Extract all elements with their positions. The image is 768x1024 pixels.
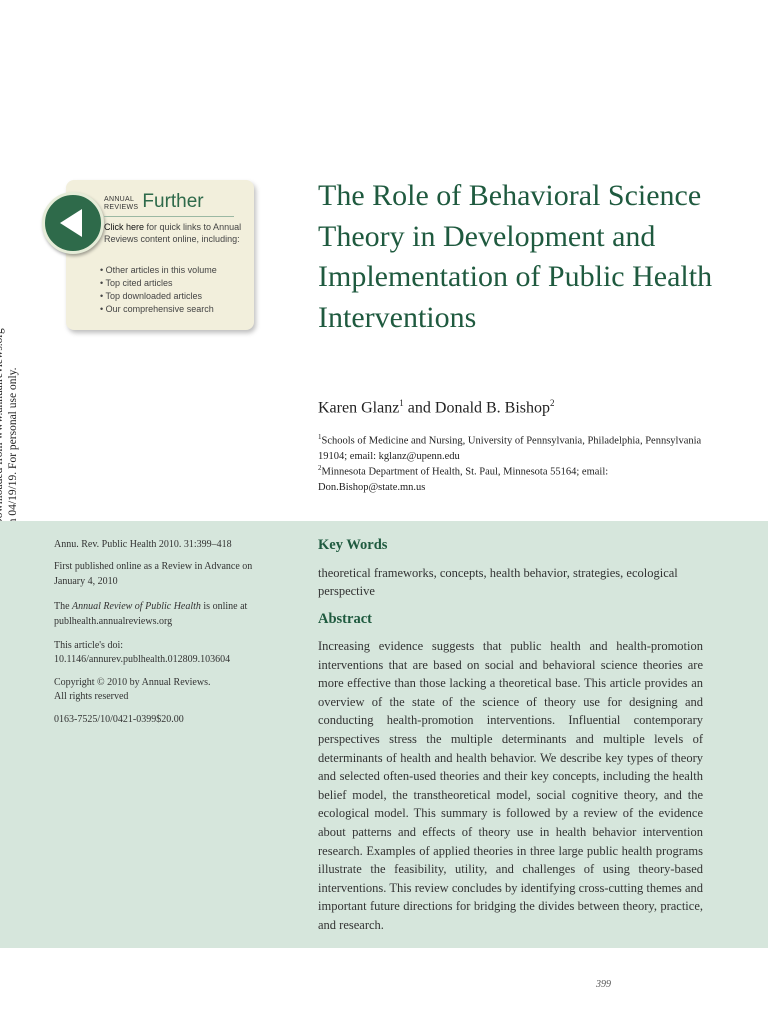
article-title: The Role of Behavioral Science Theory in Development and Implementation of Public Health Interventions	[318, 179, 713, 334]
further-link-item[interactable]: • Top downloaded articles	[100, 290, 217, 303]
further-link-item[interactable]: • Our comprehensive search	[100, 303, 217, 316]
abstract-text: Increasing evidence suggests that public health and health-promotion interventions that are based on social and behavioral science theories are more effective than those lacking a theoretical base. This article provides an overview of the state of the science of theory use for designing and conducting health-promotion interventions. Influential contemporary perspectives stress the multiple determinants and multiple levels of determinants of health and health behavior. We describe key types of theory and selected often-used theories and their key concepts, including the health belief model, the transtheoretical model, social cognitive theory, and the ecological model. This summary is followed by a review of the evidence about patterns and effects of theory use in health behavior intervention research. Examples of applied theories in three large public health programs illustrate the feasibility, utility, and challenges of using theory-based interventions. This review concludes by identifying cross-cutting themes and important future directions for bridging the divides between theory, practice, and research.	[318, 639, 703, 932]
author-conjunction: and	[403, 399, 435, 417]
journal-name: Annual Review of Public Health	[72, 601, 201, 612]
author-affil-marker: 2	[550, 398, 555, 408]
affiliation-1: $^1$Schools of Medicine and Nursing, University of Pennsylvania, Philadelphia, Pennsylvania 19104; email: kglanz@upenn.edu	[318, 433, 702, 462]
further-links	[100, 264, 217, 316]
doi-value[interactable]: 10.1146/annurev.publhealth.012809.103604	[54, 654, 231, 665]
copyright: Copyright © 2010 by Annual Reviews.	[54, 677, 211, 688]
further-header	[104, 192, 204, 212]
annual-reviews-logo: ANNUAL REVIEWS	[104, 196, 139, 211]
click-here-link[interactable]: Click here	[104, 222, 145, 232]
keywords-heading: Key Words	[318, 537, 388, 553]
online-notice: The Annual Review of Public Health is online at publhealth.annualreviews.org	[54, 601, 248, 627]
back-arrow-icon[interactable]	[42, 192, 104, 254]
further-divider	[104, 216, 234, 217]
affiliation-2: $^2$Minnesota Department of Health, St. Paul, Minnesota 55164; email: Don.Bishop@state.mn.us	[318, 464, 609, 493]
author-line	[318, 398, 555, 417]
rights: All rights reserved	[54, 691, 129, 702]
further-intro	[104, 221, 250, 245]
further-title: Further	[142, 191, 204, 212]
author-name: Karen Glanz	[318, 399, 400, 417]
further-intro-text: for quick links to Annual Reviews content online, including:	[104, 222, 242, 244]
author-name: Donald B. Bishop	[434, 399, 551, 417]
author-affil-marker: 1	[399, 398, 404, 408]
further-link-item[interactable]: • Top cited articles	[100, 277, 217, 290]
abstract-heading: Abstract	[318, 611, 372, 627]
further-link-item[interactable]: • Other articles in this volume	[100, 264, 217, 277]
citation: Annu. Rev. Public Health 2010. 31:399–418	[54, 539, 232, 550]
first-published: First published online as a Review in Advance on January 4, 2010	[54, 561, 253, 587]
doi-label: This article's doi:	[54, 640, 124, 651]
keywords-text: theoretical frameworks, concepts, health behavior, strategies, ecological perspective	[318, 566, 678, 598]
page-number: 399	[596, 979, 611, 990]
issn: 0163-7525/10/0421-0399$20.00	[54, 714, 184, 725]
